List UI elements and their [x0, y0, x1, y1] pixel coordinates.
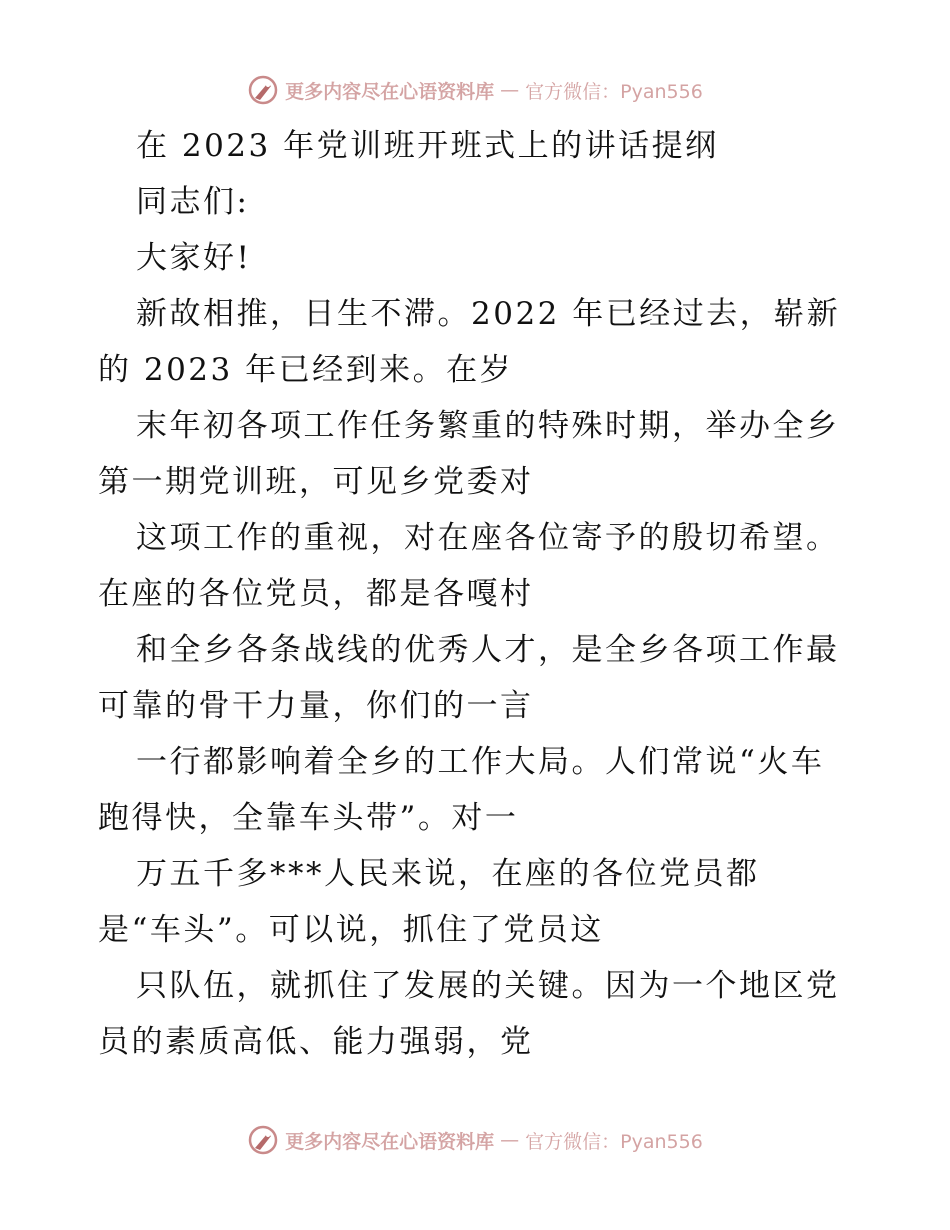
footer-watermark: [0, 1120, 950, 1160]
watermark-brand: 更多内容尽在心语资料库: [285, 80, 495, 103]
doc-line: 在座的各位党员，都是各嘎村: [98, 576, 534, 612]
doc-line: 同志们:: [136, 184, 250, 220]
doc-line: 的 2023 年已经到来。在岁: [98, 352, 514, 388]
doc-line: 第一期党训班，可见乡党委对: [98, 464, 534, 500]
pen-nib-logo-icon: [247, 1124, 279, 1156]
header-watermark: [0, 70, 950, 110]
watermark-dash: —: [500, 79, 520, 101]
watermark-dash: —: [500, 1129, 520, 1151]
document-title: 在 2023 年党训班开班式上的讲话提纲: [136, 128, 719, 164]
pen-nib-logo-icon: [247, 74, 279, 106]
watermark-suffix: 官方微信：Pyan556: [525, 80, 703, 103]
doc-line: 万五千多***人民来说，在座的各位党员都: [136, 856, 760, 892]
watermark-brand: 更多内容尽在心语资料库: [285, 1130, 495, 1153]
doc-line: 一行都影响着全乡的工作大局。人们常说“火车: [136, 744, 825, 780]
document-body: [98, 118, 858, 1070]
doc-line: 只队伍，就抓住了发展的关键。因为一个地区党: [136, 968, 840, 1004]
doc-line: 员的素质高低、能力强弱，党: [98, 1024, 534, 1060]
doc-line: 大家好!: [136, 240, 252, 276]
watermark-suffix: 官方微信：Pyan556: [525, 1130, 703, 1153]
doc-line: 新故相推，日生不滞。2022 年已经过去，崭新: [136, 296, 841, 332]
doc-line: 可靠的骨干力量，你们的一言: [98, 688, 534, 724]
doc-line: 这项工作的重视，对在座各位寄予的殷切希望。: [136, 520, 840, 556]
doc-line: 和全乡各条战线的优秀人才，是全乡各项工作最: [136, 632, 840, 668]
doc-line: 是“车头”。可以说，抓住了党员这: [98, 912, 604, 948]
doc-line: 跑得快，全靠车头带”。对一: [98, 800, 519, 836]
doc-line: 末年初各项工作任务繁重的特殊时期，举办全乡: [136, 408, 840, 444]
